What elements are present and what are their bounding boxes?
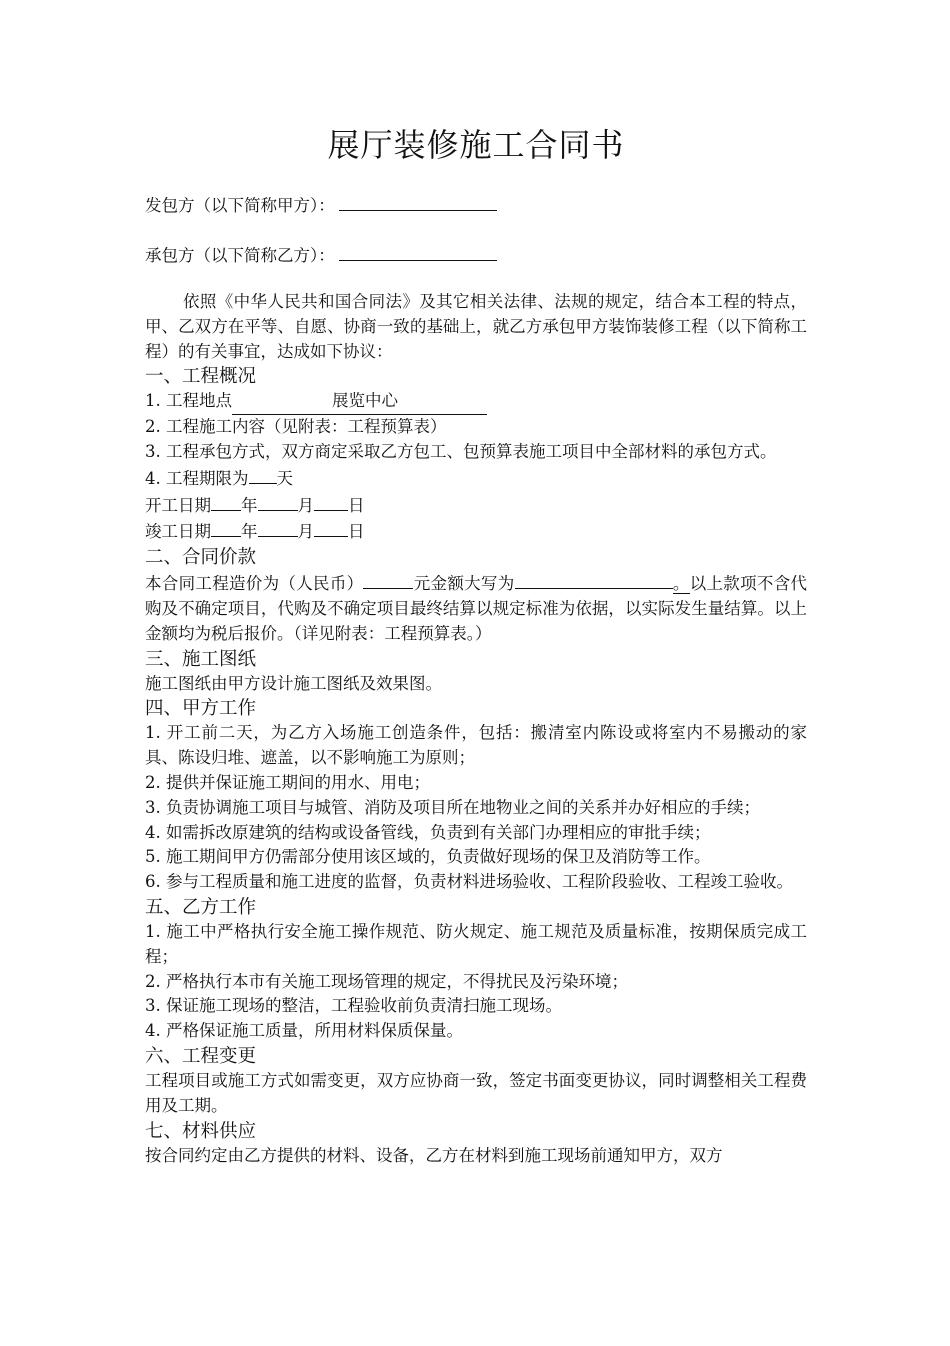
end-year-blank[interactable] <box>211 518 241 537</box>
s1-item-3: 3. 工程承包方式，双方商定采取乙方包工、包预算表施工项目中全部材料的承包方式。 <box>145 441 777 461</box>
s5-item: 2. 严格执行本市有关施工现场管理的规定，不得扰民及污染环境； <box>145 971 628 991</box>
party-a-label: 发包方（以下简称甲方）： <box>145 196 335 215</box>
s1-item-1 <box>145 389 807 415</box>
end-month-blank[interactable] <box>258 518 298 537</box>
end-year-label: 年 <box>241 522 258 542</box>
s2-paragraph <box>145 570 807 646</box>
section-1-heading: 一、工程概况 <box>145 366 257 388</box>
s7-paragraph: 按合同约定由乙方提供的材料、设备，乙方在材料到施工现场前通知甲方，双方 <box>145 1145 723 1165</box>
s1-item-4-post: 天 <box>276 468 293 488</box>
s4-item: 6. 参与工程质量和施工进度的监督，负责材料进场验收、工程阶段验收、工程竣工验收。 <box>145 872 793 892</box>
end-day-label: 日 <box>348 522 365 542</box>
document-title: 展厅装修施工合同书 <box>327 126 625 164</box>
start-year-label: 年 <box>241 495 258 515</box>
party-b-blank[interactable] <box>339 242 497 261</box>
s2-text-post: 以上款项不含代购及不确定项目，代购及不确定项目最终结算以规定标准为依据，以实际发生量结算。以上金额均为税后报价。（详见附表：工程预算表。） <box>145 574 808 643</box>
start-day-label: 日 <box>348 495 365 515</box>
end-month-label: 月 <box>297 522 314 542</box>
s5-item: 3. 保证施工现场的整洁，工程验收前负责清扫施工现场。 <box>145 996 562 1016</box>
start-day-blank[interactable] <box>314 492 348 511</box>
s2-text-pre: 本合同工程造价为（人民币） <box>145 574 364 594</box>
party-b-line <box>145 242 497 268</box>
s5-item: 1. 施工中严格执行安全施工操作规范、防火规定、施工规范及质量标准，按期保质完成工程； <box>145 921 807 966</box>
contract-body <box>145 290 807 1168</box>
section-5-heading: 五、乙方工作 <box>145 896 257 918</box>
s3-paragraph: 施工图纸由甲方设计施工图纸及效果图。 <box>145 673 442 693</box>
s4-item: 1. 开工前二天，为乙方入场施工创造条件，包括：搬清室内陈设或将室内不易搬动的家具、陈设归堆、遮盖，以不影响施工为原则； <box>145 723 807 768</box>
s1-item-4-pre: 4. 工程期限为 <box>145 468 249 488</box>
s1-location-value: 展览中心 <box>332 391 398 411</box>
start-date-label: 开工日期 <box>145 495 211 515</box>
party-b-label: 承包方（以下简称乙方）： <box>145 246 335 265</box>
s1-item-4 <box>145 465 807 492</box>
s4-item: 4. 如需拆改原建筑的结构或设备管线，负责到有关部门办理相应的审批手续； <box>145 822 711 842</box>
section-7-heading: 七、材料供应 <box>145 1120 257 1142</box>
s1-location-field <box>232 389 487 415</box>
s4-item: 5. 施工期间甲方仍需部分使用该区域的，负责做好现场的保卫及消防等工作。 <box>145 847 711 867</box>
s2-text-dot: 。 <box>672 574 690 594</box>
end-date-label: 竣工日期 <box>145 522 211 542</box>
section-6-heading: 六、工程变更 <box>145 1045 257 1067</box>
s6-paragraph: 工程项目或施工方式如需变更，双方应协商一致，签定书面变更协议，同时调整相关工程费用及工期。 <box>145 1070 807 1115</box>
price-number-blank[interactable] <box>363 570 413 589</box>
end-day-blank[interactable] <box>314 518 348 537</box>
intro-paragraph: 依照《中华人民共和国合同法》及其它相关法律、法规的规定，结合本工程的特点，甲、乙双方在平等、自愿、协商一致的基础上，就乙方承包甲方装饰装修工程（以下简称工程）的有关事宜，达成如下协议： <box>145 292 807 361</box>
section-4-heading: 四、甲方工作 <box>145 698 257 720</box>
party-a-blank[interactable] <box>339 192 497 211</box>
section-3-heading: 三、施工图纸 <box>145 648 257 670</box>
start-date-line <box>145 492 807 519</box>
start-month-blank[interactable] <box>258 492 298 511</box>
s2-text-mid: 元金额大写为 <box>413 574 515 594</box>
start-month-label: 月 <box>297 495 314 515</box>
s4-item: 2. 提供并保证施工期间的用水、用电； <box>145 772 430 792</box>
party-a-line <box>145 192 497 218</box>
section-2-heading: 二、合同价款 <box>145 547 257 569</box>
s4-item: 3. 负责协调施工项目与城管、消防及项目所在地物业之间的关系并办好相应的手续； <box>145 797 760 817</box>
s1-item-1-label: 1. 工程地点 <box>145 391 232 411</box>
s5-item: 4. 严格保证施工质量，所用材料保质保量。 <box>145 1021 463 1041</box>
duration-days-blank[interactable] <box>249 465 277 484</box>
start-year-blank[interactable] <box>211 492 241 511</box>
s1-item-2: 2. 工程施工内容（见附表：工程预算表） <box>145 417 447 437</box>
end-date-line <box>145 518 807 545</box>
price-words-blank[interactable] <box>515 570 673 589</box>
